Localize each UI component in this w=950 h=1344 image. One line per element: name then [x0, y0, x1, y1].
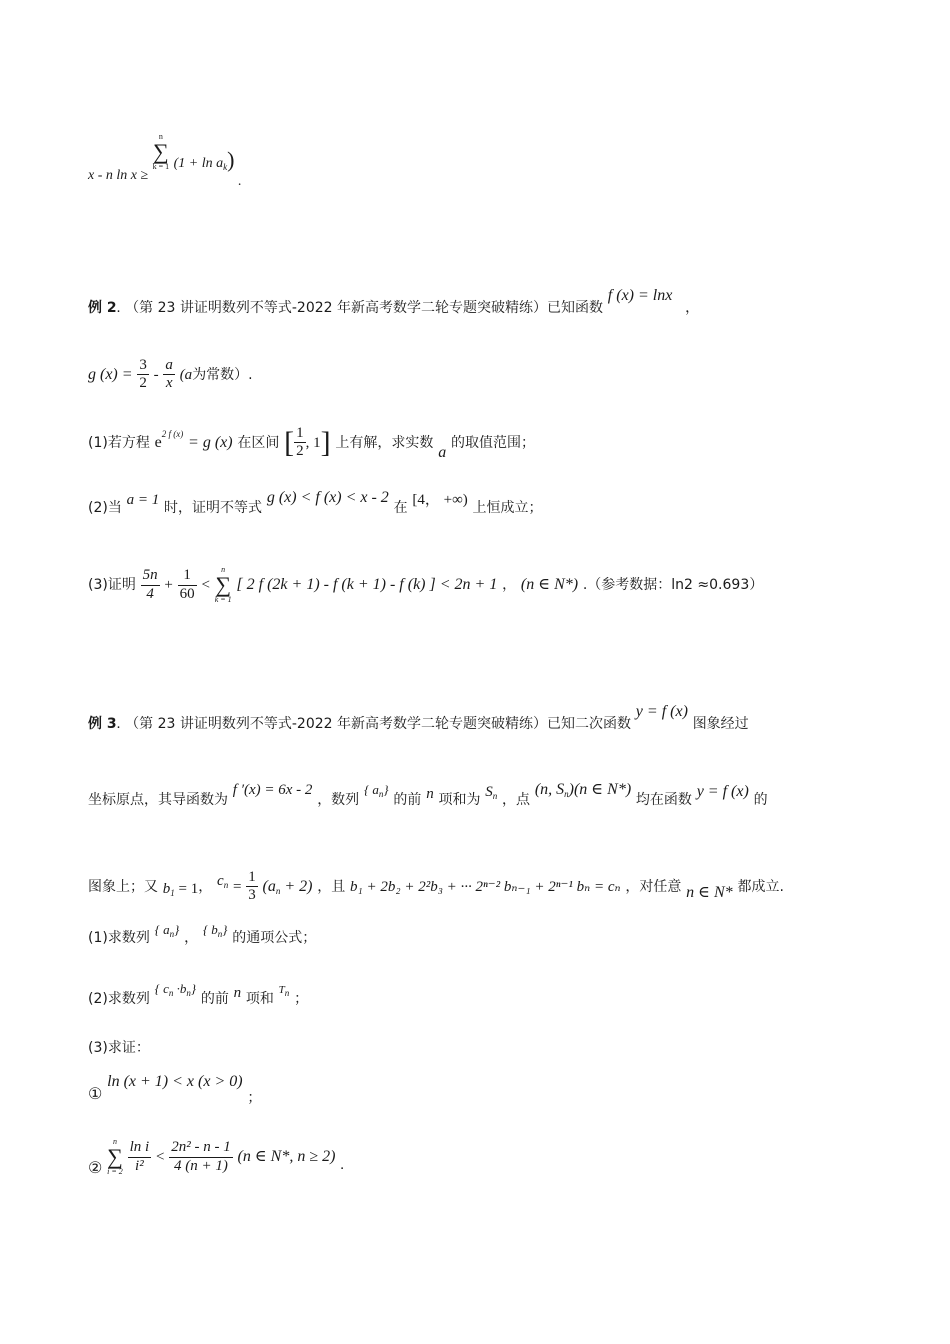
ex2-g-frac2: $\frac{a}{x}$: [165, 357, 173, 392]
ex2-q2: (2)当 a = 1 时，证明不等式 g (x) < f (x) < x - 2 在 [4， +∞) 上恒成立；: [88, 489, 543, 516]
ex3-line2: 坐标原点，其导函数为 f ′(x) = 6x - 2 ，数列 { $a_n$} 的前 n 项和为 $S_n$ ，点 (n, $S_n)(n$ ∈ N*) 均在函数 y = f (x) 的: [88, 781, 768, 808]
ex3-c2-frac2: $\frac{\text{2n² - n - 1}}{4 (n + 1)}$: [171, 1139, 231, 1174]
top-formula-term: $(1 + \ln a_k)$: [173, 147, 235, 172]
ex3-heading: 例 3. （第 23 讲证明数列不等式-2022 年新高考数学二轮专题突破精练）已知二次函数 y = f (x) 图象经过: [88, 703, 749, 732]
ex2-q3-frac1: $\frac{5n}{4}$: [142, 567, 158, 602]
ex2-q1: (1)若方程 $e^{2 f (x)} = g$ (x) 在区间 [ $\frac{1}{2}$ , 1] 上有解，求实数 a 的取值范围；: [88, 425, 535, 461]
ex3-source: （第 23 讲证明数列不等式-2022 年新高考数学二轮专题突破精练）已知二次函数: [125, 716, 632, 732]
top-formula-end: .: [237, 174, 242, 189]
ex2-q3: (3)证明 $\frac{5n}{4}$ + $\frac{1}{60}$ < n ∑ k = 1 [ 2 f (2k + 1) - f (k + 1) - f (k) ] < 2n + 1 ， (n ∈ N*) .（参考数据：ln2 ≈0.693）: [88, 565, 764, 604]
top-formula-lhs: x - n ln x ≥: [88, 168, 149, 183]
top-formula: [88, 132, 242, 189]
ex3-c2-frac1: $\frac{\text{ln i}}{\text{i²}}$: [129, 1139, 150, 1174]
ex3-c2-sum: n ∑ i = 2: [107, 1137, 123, 1176]
ex2-label: 例 2: [88, 300, 117, 316]
ex2-heading: 例 2. （第 23 讲证明数列不等式-2022 年新高考数学二轮专题突破精练）已知函数 f (x) = lnx ，: [88, 287, 700, 316]
ex2-gx: g (x) = $\frac{3}{2}$ - $\frac{a}{x}$ (a为常数）.: [88, 357, 253, 392]
ex3-claim2: ② n ∑ i = 2 $\frac{\text{ln i}}{\text{i²}}$ < $\frac{\text{2n² - n - 1}}{4 (n + 1)}$ (n ∈ N*, n ≥ 2) .: [88, 1137, 344, 1177]
ex2-q1-interval-frac: $\frac{1}{2}$: [296, 425, 304, 460]
ex2-q3-frac2: $\frac{1}{60}$: [179, 567, 195, 602]
ex3-q3: (3)求证：: [88, 1040, 150, 1056]
ex3-series: b₁ + 2b₂ + 2²b₃ + ··· 2ⁿ⁻² bₙ₋₁ + 2ⁿ⁻¹ bₙ = cₙ: [350, 878, 621, 895]
ex2-source: （第 23 讲证明数列不等式-2022 年新高考数学二轮专题突破精练）已知函数: [125, 300, 604, 316]
ex3-q2: (2)求数列 { $c_n \cdot b_n$} 的前 n 项和 $^{T_n}$ ；: [88, 981, 309, 1007]
ex3-l3-frac: $\frac{1}{3}$: [248, 869, 256, 904]
ex2-g-frac1: $\frac{3}{2}$: [139, 357, 147, 392]
ex3-line3: 图象上；又 $b_1 = 1$， $c_n$ = $\frac{1}{3}$ $(a_n + 2)$ ，且 b₁ + 2b₂ + 2²b₃ + ··· 2ⁿ⁻² bₙ₋₁ + 2ⁿ⁻¹ bₙ = cₙ ，对任意 n ∈ N* 都成立.: [88, 869, 784, 904]
ex3-q1: (1)求数列 { $a_n$} ， { $b_n$} 的通项公式；: [88, 922, 317, 946]
top-formula-sum: n ∑ k = 1: [152, 132, 170, 171]
ex2-q3-sum: n ∑ k = 1: [214, 565, 232, 604]
ex3-label: 例 3: [88, 716, 117, 732]
ex3-claim1: ① ln (x + 1) < x (x > 0) ；: [88, 1073, 262, 1106]
ex2-fx: f (x) = lnx: [607, 287, 673, 304]
